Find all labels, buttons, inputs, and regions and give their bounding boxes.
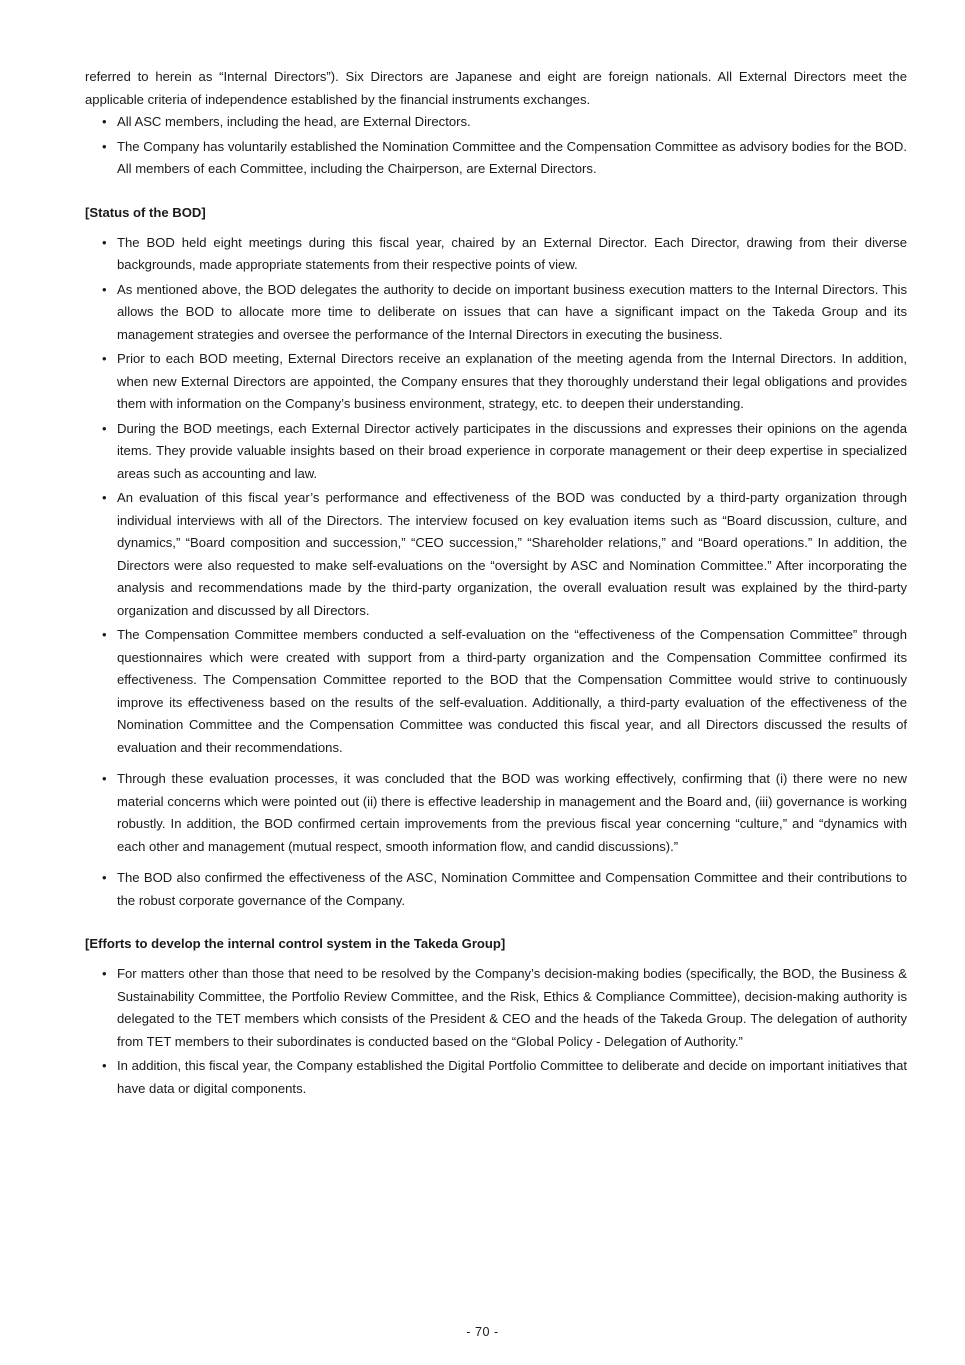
section-heading-internal-control: [Efforts to develop the internal control system in the Takeda Group] — [85, 936, 506, 952]
list-item: • The BOD held eight meetings during this fiscal year, chaired by an External Director. Each Director, drawing from their diverse backgrounds, made appropriate statements from their respective points of view. — [85, 232, 907, 277]
top-bullet-list — [85, 111, 907, 181]
list-item: • All ASC members, including the head, are External Directors. — [85, 111, 907, 134]
paragraph: • The BOD also confirmed the effectiveness of the ASC, Nomination Committee and Compensation Committee and their contributions to the robust corporate governance of the Company. — [85, 867, 907, 912]
list-item: • In addition, this fiscal year, the Company established the Digital Portfolio Committee to deliberate and decide on important initiatives that have data or digital components. — [85, 1055, 907, 1100]
continued-paragraph: referred to herein as “Internal Directors”). Six Directors are Japanese and eight are foreign nationals. All External Directors meet the applicable criteria of independence established by the financial instruments exchanges. — [85, 69, 907, 107]
list-item: • The Company has voluntarily established the Nomination Committee and the Compensation Committee as advisory bodies for the BOD. All members of each Committee, including the Chairperson, are External Directors. — [85, 136, 907, 181]
bod-bullet-list — [85, 232, 907, 913]
list-item: • Prior to each BOD meeting, External Directors receive an explanation of the meeting agenda from the Internal Directors. In addition, when new External Directors are appointed, the Company ensures that they thoroughly understand their legal obligations and provides them with information on the Company’s business environment, strategy, etc. to deepen their understanding. — [85, 348, 907, 416]
list-item: • For matters other than those that need to be resolved by the Company’s decision-making bodies (specifically, the BOD, the Business & Sustainability Committee, the Portfolio Review Committee, and the Risk, Ethics & Compliance Committee), decision-making authority is delegated to the TET members which consists of the President & CEO and the heads of the Takeda Group. The delegation of authority from TET members to their subordinates is conducted based on the “Global Policy - Delegation of Authority.” — [85, 963, 907, 1053]
internal-control-bullet-list — [85, 963, 907, 1100]
list-item: • As mentioned above, the BOD delegates the authority to decide on important business execution matters to the Internal Directors. This allows the BOD to allocate more time to deliberate on issues that can have a significant impact on the Takeda Group and its management strategies and oversee the performance of the Internal Directors in executing the business. — [85, 279, 907, 347]
list-item: • An evaluation of this fiscal year’s performance and effectiveness of the BOD was conducted by a third-party organization through individual interviews with all of the Directors. The interview focused on key evaluation items such as “Board discussion, culture, and dynamics,” “Board composition and succession,” “CEO succession,” “Shareholder relations,” and “Board operations.” In addition, the Directors were also requested to make self-evaluations on the “oversight by ASC and Nomination Committee.” After incorporating the analysis and recommendations made by the third-party organization, the overall evaluation result was explained by the third-party organization and discussed by all Directors. — [85, 487, 907, 622]
page-content — [85, 66, 907, 1101]
paragraph: • Through these evaluation processes, it was concluded that the BOD was working effectively, confirming that (i) there were no new material concerns which were pointed out (ii) there is effective leadership in management and the Board and, (iii) governance is working robustly. In addition, the BOD confirmed certain improvements from the previous fiscal year concerning “culture,” and “dynamics with each other and management (mutual respect, smooth information flow, and candid discussions).” — [85, 768, 907, 858]
section-heading-status-of-bod: [Status of the BOD] — [85, 204, 206, 220]
page-number: - 70 - — [466, 1325, 499, 1339]
list-item: • The Compensation Committee members conducted a self-evaluation on the “effectiveness of the Compensation Committee” through questionnaires which were created with support from a third-party organization and the Compensation Committee confirmed its effectiveness. The Compensation Committee reported to the BOD that the Compensation Committee would strive to continuously improve its effectiveness based on the results of the self-evaluation. Additionally, a third-party evaluation of the effectiveness of the Nomination Committee and the Compensation Committee was conducted this fiscal year, and all Directors discussed the results of evaluation and their recommendations. — [85, 624, 907, 759]
list-item: • During the BOD meetings, each External Director actively participates in the discussions and expresses their opinions on the agenda items. They provide valuable insights based on their broad experience in corporate management or their deep expertise in specialized areas such as accounting and law. — [85, 418, 907, 486]
